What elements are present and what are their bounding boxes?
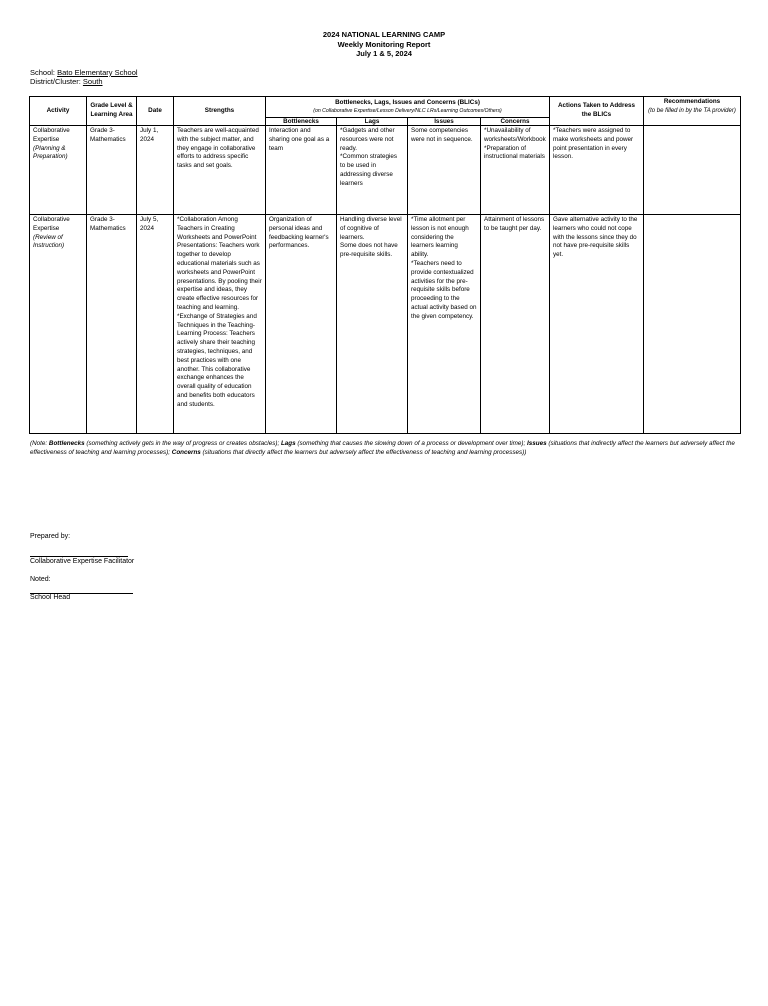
- header-issues: Issues: [408, 118, 481, 126]
- school-head-title: School Head: [30, 594, 71, 601]
- school-value: Bato Elementary School: [57, 68, 138, 77]
- facilitator-title: Collaborative Expertise Facilitator: [30, 558, 135, 565]
- activity-text: Collaborative Expertise: [33, 127, 70, 143]
- prepared-by-label: Prepared by:: [30, 533, 71, 540]
- noted-label: Noted:: [30, 576, 51, 583]
- note-term-bottlenecks: Bottlenecks: [48, 440, 85, 447]
- cell-actions: Gave alternative activity to the learners who could not cope with the lessons since they do not have pre-requisite skills yet.: [550, 215, 644, 434]
- header-strengths: Strengths: [174, 97, 266, 126]
- title-line-1: 2024 NATIONAL LEARNING CAMP: [322, 30, 446, 39]
- cell-activity: [30, 126, 87, 215]
- activity-subtext: (Review of Instruction): [33, 233, 65, 250]
- header-recommendations-title: Recommendations: [663, 98, 721, 105]
- title-line-3: July 1 & 5, 2024: [356, 49, 412, 58]
- district-value: South: [82, 77, 103, 86]
- cell-grade: Grade 3- Mathematics: [87, 215, 137, 434]
- header-blics-sub: (on Collaborative Expertise/Lesson Delivery/NLC LRs/Learning Outcomes/Others): [313, 108, 502, 115]
- cell-date: July 1, 2024: [137, 126, 174, 215]
- title-line-2: Weekly Monitoring Report: [337, 39, 431, 49]
- cell-strengths: *Collaboration Among Teachers in Creating Worksheets and PowerPoint Presentations: Teachers work together to develop educational materials such as worksheets and PowerPoint presentations. By pooling their expertise and ideas, they create effective resources for teaching and learning. *Exchange of Strategies and Techniques in the Teaching-Learning Process: Teachers actively share their teaching strategies, techniques, and best practices with one another. This collaborative exchange enhances the overall quality of education and benefits both educators and students.: [174, 215, 266, 434]
- cell-lags: *Gadgets and other resources were not ready. *Common strategies to be used in addressing diverse learners: [337, 126, 408, 215]
- header-recommendations-sub: (to be filled in by the TA provider): [648, 107, 736, 114]
- cell-concerns: *Unavailability of worksheets/Workbook *Preparation of instructional materials: [481, 126, 550, 215]
- district-label: District/Cluster:: [30, 77, 83, 86]
- district-line: [30, 77, 103, 86]
- cell-bottlenecks: Organization of personal ideas and feedbacking learner's performances.: [266, 215, 337, 434]
- report-title: [0, 30, 768, 59]
- cell-recommendations: [644, 126, 741, 215]
- cell-issues: *Time allotment per lesson is not enough considering the learners learning ability. *Teachers need to provide contextualized activities for the pre-requisite skills before proceeding to the actual activity based on the given competency.: [408, 215, 481, 434]
- activity-subtext: (Planning & Preparation): [33, 144, 68, 161]
- cell-date: July 5, 2024: [137, 215, 174, 434]
- note-def-concerns: (situations that directly affect the learners but adversely affect the effectiveness of teaching and learning processes)): [200, 448, 527, 456]
- header-recommendations: [644, 97, 741, 126]
- note-def-bottlenecks: (something actively gets in the way of progress or creates obstacles);: [84, 440, 281, 447]
- note-def-lags: (something that causes the slowing down of a process or development over time);: [295, 440, 528, 447]
- note-term-lags: Lags: [280, 440, 296, 447]
- cell-strengths: Teachers are well-acquainted with the subject matter, and they engage in collaborative efforts to address specific tasks and set goals.: [174, 126, 266, 215]
- school-label: School:: [30, 68, 58, 77]
- cell-actions: *Teachers were assigned to make worksheets and power point presentation in every lesson.: [550, 126, 644, 215]
- header-concerns: Concerns: [481, 118, 550, 126]
- note-open: (Note:: [30, 440, 49, 447]
- cell-issues: Some competencies were not in sequence.: [408, 126, 481, 215]
- header-lags: Lags: [337, 118, 408, 126]
- note-def-issues: (situations that indirectly affect the learners but adversely affect the effectiveness of teaching and learning processes);: [30, 440, 735, 456]
- table-row: [30, 126, 741, 215]
- cell-recommendations: [644, 215, 741, 434]
- header-activity: Activity: [30, 97, 87, 126]
- header-date: Date: [137, 97, 174, 126]
- note-term-concerns: Concerns: [171, 448, 201, 456]
- activity-text: Collaborative Expertise: [33, 216, 70, 232]
- header-blics: [266, 97, 550, 118]
- table-row: [30, 215, 741, 434]
- header-blics-title: Bottlenecks, Lags, Issues and Concerns (BLICs): [335, 99, 480, 107]
- cell-concerns: Attainment of lessons to be taught per day.: [481, 215, 550, 434]
- header-grade: Grade Level & Learning Area: [87, 97, 137, 126]
- monitoring-table: [29, 96, 741, 434]
- cell-bottlenecks: Interaction and sharing one goal as a team: [266, 126, 337, 215]
- header-row: [30, 97, 741, 118]
- cell-activity: [30, 215, 87, 434]
- cell-lags: Handling diverse level of cognitive of learners. Some does not have pre-requisite skills.: [337, 215, 408, 434]
- header-actions: Actions Taken to Address the BLICs: [550, 97, 644, 126]
- cell-grade: Grade 3- Mathematics: [87, 126, 137, 215]
- header-bottlenecks: Bottlenecks: [266, 118, 337, 126]
- school-line: [30, 68, 138, 77]
- definitions-note: [30, 440, 742, 457]
- note-term-issues: Issues: [527, 440, 547, 447]
